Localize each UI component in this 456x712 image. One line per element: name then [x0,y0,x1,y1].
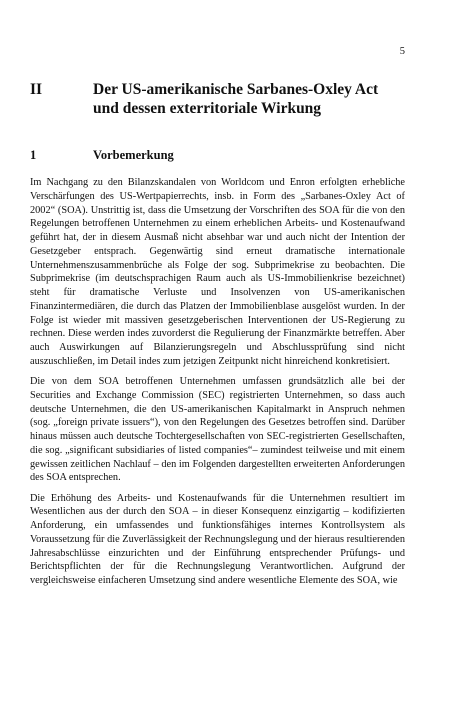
section-title: Vorbemerkung [93,148,174,162]
section-number: 1 [30,148,37,162]
chapter-number: II [30,81,43,98]
body-text [30,176,405,594]
paragraph: Die Erhöhung des Arbeits- und Kostenaufwands für die Unternehmen resultiert im Wesentlichen aus der durch den SOA – in dieser Konsequenz einzigartig – kodifizierten Anforderung, ein umfassendes und funktionsfähiges internes Kontrollsystem als Voraussetzung für die Zuverlässigkeit der Rechnungslegung und der hieraus resultierenden Jahresabschlüsse einzurichten und der Einführung entsprechender Prüfungs- und Berichtspflichten der für die Rechnungslegung Verantwortlichen. Aufgrund der vergleichsweise einfacheren Umsetzung sind andere wesentliche Elemente des SOA, wie [30,492,405,586]
paragraph: Im Nachgang zu den Bilanzskandalen von Worldcom und Enron erfolgten erhebliche Verschärfungen des US-Wertpapierrechts, insb. in Form des „Sarbanes-Oxley Act of 2002“ (SOA). Unstrittig ist, dass die Umsetzung der Vorschriften des SOA für die von den Regelungen betroffenen Unternehmen zu einem erheblichen Arbeits- und Kostenaufwand geführt hat, der in diesem Ausmaß nicht absehbar war und auch nicht der Intention der Gesetzgeber entsprach. Gegenwärtig sind erneut dramatische internationale Unternehmenszusammenbrüche als Folge der sog. Subprimekrise zu beobachten. Die Subprimekrise (im deutschsprachigen Raum auch als US-Immobilienkrise bezeichnet) steht für dramatische Verluste und Insolvenzen von US-amerikanischen Finanzintermediären, die durch das Platzen der Immobilienblase ausgelöst wurden. In der Folge ist wieder mit massiven gesetzgeberischen Interventionen der US-Regierung zu rechnen. Diese werden indes zuvorderst die Regulierung der Finanzmärkte betreffen. Aber auch Auswirkungen auf Bilanzierungsregeln und Abschlussprüfung sind nicht auszuschließen, im Detail indes zum jetzigen Zeitpunkt nicht hinreichend konkretisiert. [30,177,405,367]
paragraph: Die von dem SOA betroffenen Unternehmen umfassen grundsätzlich alle bei der Securities and Exchange Commission (SEC) registrierten Unternehmen, so dass auch deutsche Unternehmen, die den US-amerikanischen Kapitalmarkt in Anspruch nehmen (sog. „foreign private issuers“), von den Regelungen des Gesetzes betroffen sind. Darüber hinaus müssen auch deutsche Tochtergesellschaften von SEC-registrierten Gesellschaften, die sog. „significant subsidiaries of listed companies“– zumindest teilweise und mit einem gewissen zeitlichen Nachlauf – den im Folgenden dargestellten erweiterten Anforderungen des SOA entsprechen. [30,376,405,484]
book-page [30,0,405,712]
page-number: 5 [399,46,405,57]
chapter-title: Der US-amerikanische Sarbanes-Oxley Act und dessen exterritoriale Wirkung [93,81,379,117]
